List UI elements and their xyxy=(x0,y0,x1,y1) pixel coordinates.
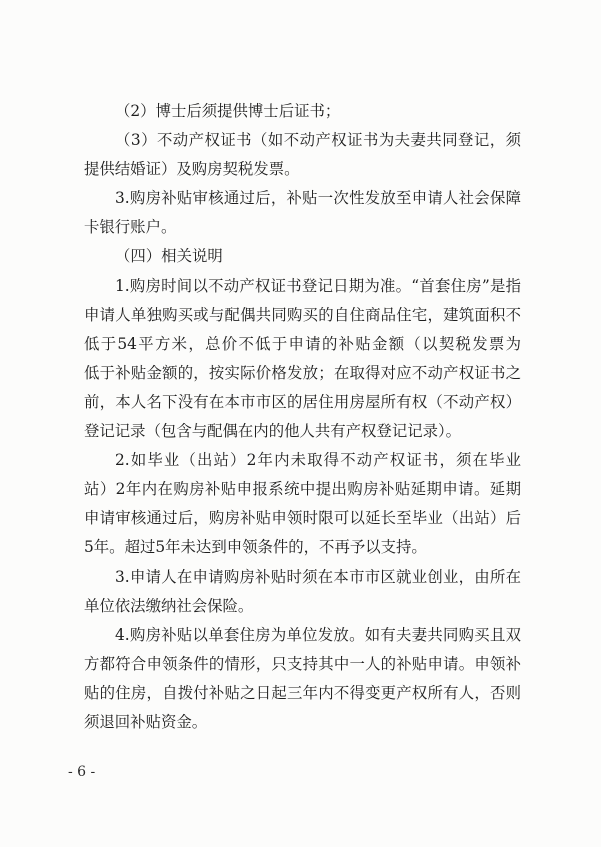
paragraph-line: 单位依法缴纳社会保险。 xyxy=(84,596,254,615)
paragraph-line: 3.申请人在申请购房补贴时须在本市市区就业创业，由所在 xyxy=(115,567,521,586)
paragraph-note-4 xyxy=(84,621,521,737)
section-heading-text: （四）相关说明 xyxy=(115,247,223,266)
paragraph-line: 申请审核通过后，购房补贴申领时限可以延长至毕业（出站）后 xyxy=(84,509,521,528)
paragraph-line: 站）2年内在购房补贴申报系统中提出购房补贴延期申请。延期 xyxy=(84,480,521,499)
paragraph-line: 卡银行账户。 xyxy=(84,218,177,237)
paragraph-note-2 xyxy=(84,446,521,562)
paragraph-line: 2.如毕业（出站）2年内未取得不动产权证书，须在毕业 xyxy=(115,451,521,470)
paragraph-line: （2）博士后须提供博士后证书； xyxy=(115,102,341,120)
paragraph-line: 低于54平方米，总价不低于申请的补贴金额（以契税发票为 xyxy=(84,334,521,353)
paragraph-line: 须退回补贴资金。 xyxy=(84,712,208,731)
paragraph-line: 5年。超过5年未达到申领条件的，不再予以支持。 xyxy=(84,538,427,557)
paragraph-line: 1.购房时间以不动产权证书登记日期为准。“首套住房”是指 xyxy=(115,276,521,295)
paragraph-line: 方都符合申领条件的情形，只支持其中一人的补贴申请。申领补 xyxy=(84,654,521,673)
paragraph-note-3 xyxy=(84,563,521,621)
paragraph-note-1 xyxy=(84,272,521,447)
paragraph-line: 前，本人名下没有在本市市区的居住用房屋所有权（不动产权） xyxy=(84,392,521,411)
paragraph-line: 4.购房补贴以单套住房为单位发放。如有夫妻共同购买且双 xyxy=(115,625,521,644)
section-heading xyxy=(84,242,521,271)
document-body xyxy=(84,97,521,737)
paragraph-line: 贴的住房，自拨付补贴之日起三年内不得变更产权所有人，否则 xyxy=(84,683,521,702)
paragraph-property-certificate xyxy=(84,126,521,184)
paragraph-subsidy-payment xyxy=(84,184,521,242)
paragraph-line: 申请人单独购买或与配偶共同购买的自住商品住宅，建筑面积不 xyxy=(84,305,521,324)
paragraph-line: 3.购房补贴审核通过后，补贴一次性发放至申请人社会保障 xyxy=(115,189,521,208)
paragraph-line: 低于补贴金额的，按实际价格发放；在取得对应不动产权证书之 xyxy=(84,363,521,382)
paragraph-line: 提供结婚证）及购房契税发票。 xyxy=(84,160,300,179)
paragraph-line: （3）不动产权证书（如不动产权证书为夫妻共同登记，须 xyxy=(115,131,521,150)
page-number: - 6 - xyxy=(68,764,96,780)
paragraph-line: 登记记录（包含与配偶在内的他人共有产权登记记录）。 xyxy=(84,422,462,441)
paragraph-postdoc-certificate xyxy=(84,97,521,126)
